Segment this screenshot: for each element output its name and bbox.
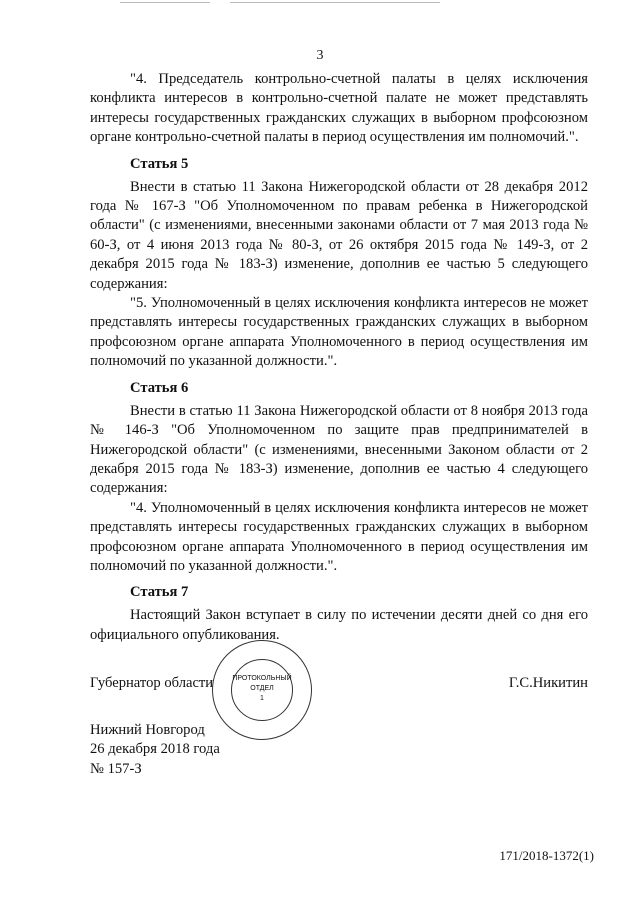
meta-law-number: № 157-З (90, 760, 142, 777)
stamp-center (231, 659, 293, 721)
paragraph-article5-intro: Внести в статью 11 Закона Нижегородской области от 28 декабря 2012 года № 167-З "Об Уполномоченном по правам ребенка в Нижегородской области" (с изменениями, внесенными законами области от 7 мая 2013 года № 60-З, от 4 июня 2013 года № 80-З, от 26 октября 2015 года № 149-З, от 2 декабря 2015 года № 183-З) изменение, дополнив ее частью 5 следующего содержания: (90, 178, 588, 292)
paragraph-article5-part5: "5. Уполномоченный в целях исключения конфликта интересов не может представлять интересы государственных гражданских служащих в выборном профсоюзном органе аппарата Уполномоченного в период осуществления им полномочий по указанной должности.". (90, 295, 588, 370)
stamp-line-2: ОТДЕЛ (250, 685, 274, 692)
scan-artifact-line (120, 2, 210, 3)
registration-number: 171/2018-1372(1) (499, 848, 594, 863)
document-meta (90, 721, 220, 779)
article-5-heading: Статья 5 (130, 155, 189, 172)
meta-date: 26 декабря 2018 года (90, 741, 220, 758)
signatory-title: Губернатор области (90, 675, 214, 691)
stamp-line-1: ПРОТОКОЛЬНЫЙ (232, 675, 292, 682)
article-7-heading: Статья 7 (130, 584, 189, 601)
signatory-name: Г.С.Никитин (508, 675, 588, 691)
article-6-heading: Статья 6 (130, 379, 189, 396)
page-number: 3 (316, 48, 324, 63)
meta-city: Нижний Новгород (90, 722, 205, 738)
document-body (90, 70, 588, 645)
paragraph-article7: Настоящий Закон вступает в силу по истечении десяти дней со дня его официального опубликования. (90, 607, 588, 643)
paragraph-article6-intro: Внести в статью 11 Закона Нижегородской области от 8 ноября 2013 года № 146-З "Об Уполномоченном по защите прав предпринимателей в Нижегородской области" (с изменениями, внесенными Законом области от 2 декабря 2015 года № 183-З) изменение, дополнив ее частью 4 следующего содержания: (90, 402, 588, 497)
protocol-department-stamp (212, 640, 312, 740)
paragraph-article4-part4: "4. Председатель контрольно-счетной палаты в целях исключения конфликта интересов в контрольно-счетной палате не может представлять интересы государственных гражданских служащих в выборном профсоюзном органе контрольно-счетной палаты в период осуществления им полномочий.". (90, 71, 588, 146)
scan-artifact-line (230, 2, 440, 3)
paragraph-article6-part4: "4. Уполномоченный в целях исключения конфликта интересов не может представлять интересы государственных гражданских служащих в выборном профсоюзном органе аппарата Уполномоченного в период осуществления им полномочий по указанной должности.". (90, 499, 588, 574)
stamp-line-3: 1 (260, 695, 264, 702)
